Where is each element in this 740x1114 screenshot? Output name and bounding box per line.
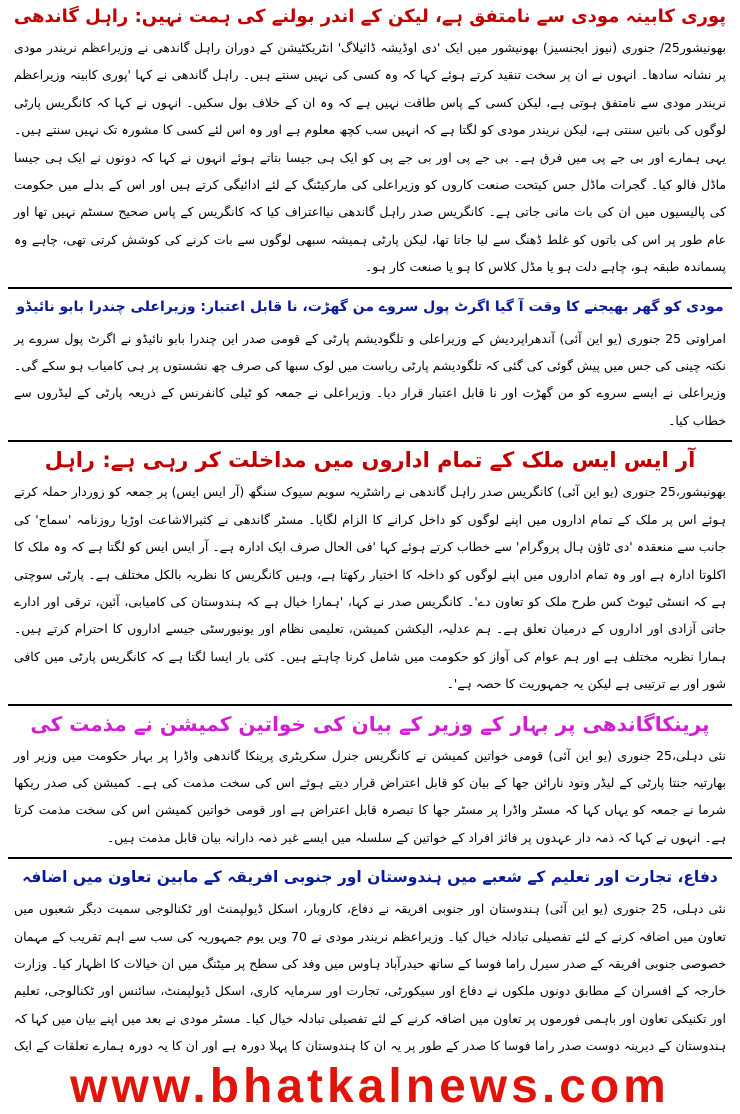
article-body: نئی دہلی،25 جنوری (یو این آئی) قومی خواتین کمیشن نے کانگریس جنرل سکریٹری پرینکا گاندھی واڈرا پر بہار حکومت میں وزیر اور بھارتیہ جنتا پارٹی کے لیڈر ونود نارائن جھا کے بیان کو قابل اعتراض قرار دیتے ہوئے اس کی سخت مذمت کی ہے۔ کمیشن کی صدر ریکھا شرما نے جمعہ کو یہاں کہا کہ مسٹر واڈرا پر مسٹر جھا کا تبصرہ قابل اعتراض ہے اور قومی خواتین کمیشن اس کی سخت مذمت کرتا ہے۔ انہوں نے کہا کہ ذمہ دار عہدوں پر فائز افراد کے خواتین کے سلسلہ میں ایسے غیر ذمہ دارانہ بیان قابل مذمت ہیں۔ [14, 747, 726, 845]
article-body: امراوتی 25 جنوری (یو این آئی) آندھراپردیش کے وزیراعلی و تلگودیشم پارٹی کے قومی صدر این چندرا بابو نائیڈو نے اگرٹ پول سروے پر نکتہ چینی کی جس میں پیش گوئی کی گئی کہ تلگودیشم پارٹی ریاست میں لوک سبھا کی صرف چھ نشستوں پر ہی کامیاب ہو سکے گی۔ وزیراعلی نے ایسے سروے کو من گھڑت اور نا قابل اعتبار قرار دیا۔ وزیراعلی نے جمعہ کو ٹیلی کانفرنس کے ذریعہ پارٹی کے لیڈروں سے خطاب کیا۔ [14, 330, 726, 428]
headline-naidu: مودی کو گھر بھیجنے کا وقت آ گیا اگرٹ پول سروے من گھڑت، نا قابل اعتبار: وزیراعلی چندرا بابو نائیڈو [16, 298, 724, 315]
headline-south-africa: دفاع، تجارت اور تعلیم کے شعبے میں ہندوستان اور جنوبی افریقہ کے مابین تعاون میں اضافہ [22, 868, 718, 887]
article-body: بھونیشور،25 جنوری (یو این آئی) کانگریس صدر راہل گاندھی نے راشٹریہ سویم سیوک سنگھ (آر ایس ایس) پر جمعہ کو زوردار حملہ کرتے ہوئے اس پر ملک کے تمام اداروں میں اپنے لوگوں کو داخل کرانے کا الزام لگایا۔ مسٹر گاندھی نے کثیرالاشاعت اوڑیا روزنامہ 'سماج' کی جانب سے منعقدہ 'دی ٹاؤن ہال پروگرام' سے خطاب کرتے ہوئے کہا 'فی الحال صرف ایک ادارہ ہے۔ آر ایس ایس کو لگتا ہے کہ وہ ملک کا اکلوتا ادارہ ہے اور وہ تمام اداروں میں اپنے لوگوں کو داخلہ کا اختیار رکھتا ہے، وہیں کانگریس کا نظریہ بالکل مختلف ہے۔ پارٹی سوچتی ہے کہ انسٹی ٹیوٹ کس طرح ملک کو تعاون دے'۔ کانگریس صدر نے کہا، 'ہمارا خیال ہے کہ ہندوستان کی کامیابی، آئین، ترقی اور ادارے جاتی آزادی اور اداروں کے درمیان تعلق ہے۔ ہم عدلیہ، الیکشن کمیشن، تعلیمی نظام اور یونیورسٹی جیسے اداروں کا احترام کرتے ہیں۔ ہمارا نظریہ مختلف ہے اور ہم عوام کی آواز کو حکومت میں شامل کرنا چاہتے ہیں۔ کئی بار ایسا لگتا ہے کہ کانگریس پارٹی میں کافی شور اور بے ترتیبی ہے لیکن یہ جمہوریت کا حصہ ہے'۔ [14, 484, 726, 692]
article-body: بھونیشور25/ جنوری (نیوز ایجنسیز) بھونیشور میں ایک 'دی اوڈیشہ ڈائیلاگ' انٹریکٹیشن کے دوران راہل گاندھی نے وزیراعظم نریندر مودی پر نشانہ سادھا۔ انہوں نے ان پر سخت تنقید کرتے ہوئے کہا کہ وہ کسی کی نہیں سنتے ہیں۔ راہل گاندھی نے کہا 'پوری کابینہ وزیراعظم نریندر مودی سے نامتفق ہوتی ہے، لیکن کسی کے پاس طاقت نہیں ہے کہ وہ ان کے خلاف بول سکیں۔ انہوں نے کہا کہ کانگریس پارٹی لوگوں کی باتیں سنتی ہے، لیکن نریندر مودی کو لگتا ہے کہ انہیں سب کچھ معلوم ہے اور وہ اس لئے کسی کا مشورہ تک نہیں سنتے ہیں۔ یہی ہمارے اور بی جے پی میں فرق ہے۔ بی جے پی اور بی جے پی کو ایک ہی جیسا بتاتے ہوئے انہوں نے کہا کہ دونوں نے ایک ہی جیسا ماڈل فالو کیا۔ گجرات ماڈل جس کیتحت صنعت کاروں کو وزیراعلی کی مارکیٹنگ کے لئے ادائیگی کرتے ہیں اور اس کے بدلے میں حکومت کی پالیسیوں میں ان کی بات مانی جاتی ہے۔ کانگریس صدر راہل گاندھی نیااعتراف کیا کہ کانگریس کے پاس صحیح سسٹم نہیں تھا اور عام طور پر اس کی باتوں کو غلط ڈھنگ سے لیا جاتا تھا، لیکن پارٹی ہمیشہ سبھی لوگوں سے بات کرنے کی کوشش کرتی تھی، چاہے وہ پسماندہ طبقہ ہو، چاہے دلت ہو یا مڈل کلاس کا ہو یا صنعت کار ہو۔ [14, 40, 726, 275]
article-rss [0, 442, 740, 697]
article-naidu [0, 289, 740, 435]
article-priyanka [0, 706, 740, 852]
article-cabinet-modi [0, 0, 740, 281]
headline-priyanka: پرینکاگاندھی پر بہار کے وزیر کے بیان کی خواتین کمیشن نے مذمت کی [30, 711, 710, 736]
headline-cabinet-modi: پوری کابینہ مودی سے نامتفق ہے، لیکن کے اندر بولنے کی ہمت نہیں: راہل گاندھی [14, 6, 726, 27]
footer-banner [0, 1060, 740, 1114]
headline-rss: آر ایس ایس ملک کے تمام اداروں میں مداخلت کر رہی ہے: راہل [44, 448, 696, 473]
article-body: نئی دہلی، 25 جنوری (یو این آئی) ہندوستان اور جنوبی افریقہ نے دفاع، کاروبار، اسکل ڈیولپمنٹ اور ٹکنالوجی سمیت دیگر شعبوں میں تعاون میں اضافہ کرنے کے لئے تفصیلی تبادلہ خیال کیا۔ وزیراعظم نریندر مودی نے 70 ویں یوم جمہوریہ کی سب سے اہم تقریب کے مہمان خصوصی جنوبی افریقہ کے صدر سیرل راما فوسا کے ساتھ حیدرآباد ہاوس میں وفد کی سطح پر میٹنگ میں ان خیالات کا اظہار کیا۔ وزارت خارجہ کے افسران کے مطابق دونوں ملکوں نے دفاع اور سیکورٹی، تجارت اور سرمایہ کاری، اسکل ڈیولپمنٹ، سائنس اور ٹکنالوجی، تعلیم اور تکنیکی تعاون اور باہمی فورموں پر تعاون میں اضافہ کرنے کے لئے تفصیلی تبادلہ خیال کیا۔ مسٹر مودی نے بعد میں اپنے بیان میں کہا کہ ہندوستان کے دیرینہ دوست صدر راما فوسا کا صدر کے طور پر یہ ان کا ہندوستان کا پہلا دورہ ہے اور ان کا یہ دورہ ہمارے تعلقات کے ایک [14, 901, 727, 1054]
article-south-africa [0, 859, 740, 1060]
site-url: www.bhatkalnews.com [70, 1060, 670, 1113]
